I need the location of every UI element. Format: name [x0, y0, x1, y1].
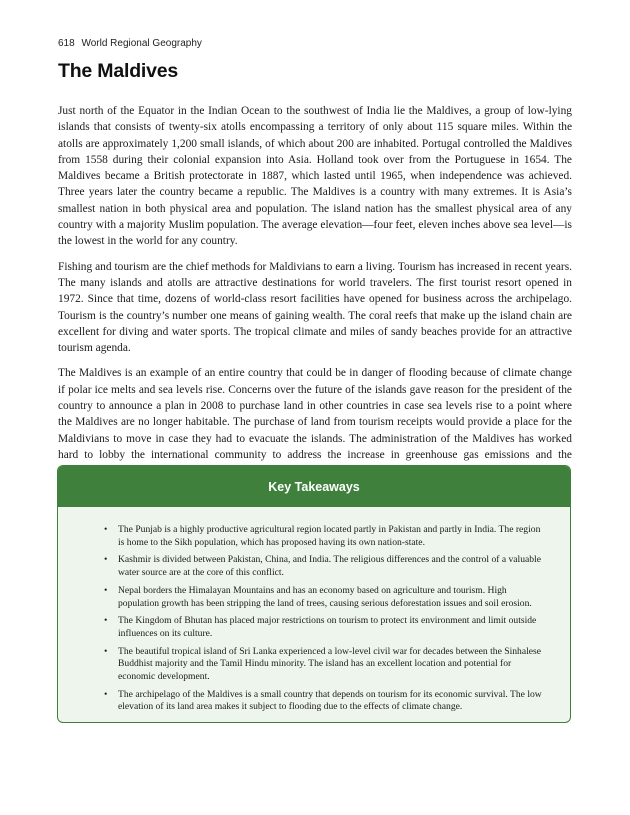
section-title: The Maldives	[58, 60, 179, 82]
takeaway-item	[104, 646, 544, 684]
key-takeaways-list	[104, 524, 544, 719]
running-header	[58, 38, 202, 49]
bullet-icon: •	[104, 645, 108, 657]
takeaway-item	[104, 524, 544, 549]
bullet-icon: •	[104, 554, 108, 566]
bullet-icon: •	[104, 584, 108, 596]
book-title: World Regional Geography	[81, 38, 202, 49]
bullet-icon: •	[104, 688, 108, 700]
page-number: 618	[58, 38, 75, 49]
bullet-icon: •	[104, 524, 108, 535]
key-takeaways-header	[58, 466, 570, 507]
takeaway-text: The Punjab is a highly productive agricultural region located partly in Pakistan and partly in India. The region is home to the Sikh population, which has proposed having its own nation-state.	[118, 524, 541, 548]
paragraph-2: Fishing and tourism are the chief methods for Maldivians to earn a living. Tourism has increased in recent years. The many islands and atolls are attractive destinations for world travelers. The first tourist resort opened in 1972. Since that time, dozens of world-class resort facilities have opened for business across the archipelago. Tourism is the country’s number one means of gaining wealth. The coral reefs that make up the island chain are excellent for diving and water sports. The tropical climate and miles of sandy beaches provide for an attractive tourism agenda.	[58, 260, 572, 355]
takeaway-item	[104, 554, 544, 579]
takeaway-text: Kashmir is divided between Pakistan, China, and India. The religious differences and the control of a valuable water source are at the core of this conflict.	[118, 554, 541, 579]
takeaway-item	[104, 689, 544, 714]
takeaway-text: The archipelago of the Maldives is a small country that depends on tourism for its economic survival. The low elevation of its land area makes it subject to flooding due to the effects of climate change.	[118, 688, 542, 713]
takeaway-text: The Kingdom of Bhutan has placed major restrictions on tourism to protect its environment and limit outside influences on its culture.	[118, 615, 537, 639]
paragraph-3: The Maldives is an example of an entire country that could be in danger of flooding because of climate change if polar ice melts and sea levels rise. Concerns over the future of the islands gave reason for the president of the country to announce a plan in 2008 to purchase land in other countries in case sea levels rise to a point where the Maldives are no longer habitable. The purchase of land from tourism receipts would provide a place for the Maldivians to move in case they had to evacuate the islands. The administration of the Maldives has worked hard to lobby the international community to address the increase in greenhouse gas emissions and the	[58, 367, 572, 461]
bullet-icon: •	[104, 615, 108, 627]
key-takeaways-box	[57, 465, 571, 723]
takeaway-item	[104, 615, 544, 640]
key-takeaways-title: Key Takeaways	[268, 479, 360, 494]
body-text	[58, 103, 572, 489]
takeaway-item	[104, 585, 544, 610]
takeaway-text: The beautiful tropical island of Sri Lanka experienced a low-level civil war for decades between the Sinhalese Buddhist majority and the Tamil Hindu minority. The island has an excellent location and potential for economic development.	[118, 645, 542, 683]
takeaway-text: Nepal borders the Himalayan Mountains and has an economy based on agriculture and tourism. High population growth has been stripping the land of trees, causing serious deforestation issues and soil erosion.	[118, 584, 532, 609]
paragraph-1: Just north of the Equator in the Indian Ocean to the southwest of India lie the Maldives, a group of low-lying islands that consists of twenty-six atolls encompassing a territory of only about 115 square miles. Within the atolls are approximately 1,200 small islands, of which about 200 are inhabited. Portugal controlled the Maldives from 1558 during their colonial expansion into Asia. Holland took over from the Portuguese in 1654. The Maldives became a British protectorate in 1887, which lasted until 1965, when independence was achieved. Three years later the country became a republic. The Maldives is a country with many extremes. It is Asia’s smallest nation in both physical area and population. The island nation has the smallest physical area of any country with a majority Muslim population. The average elevation—four feet, eleven inches above sea level—is the lowest in the world for any country.	[58, 105, 572, 248]
